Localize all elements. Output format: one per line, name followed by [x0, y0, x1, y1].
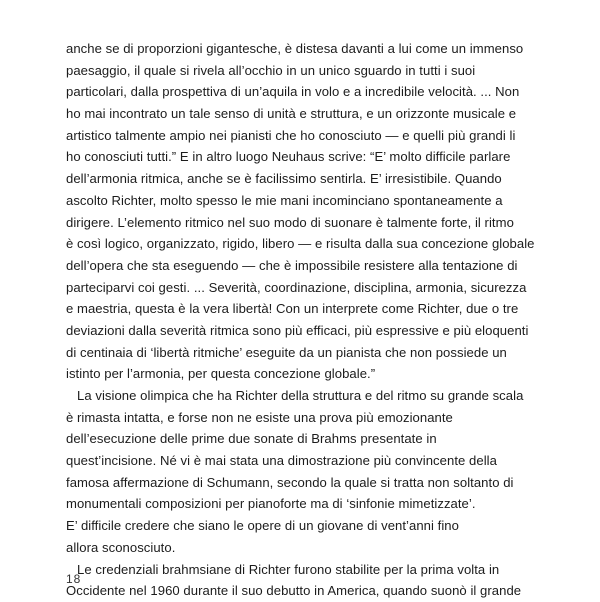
text-line: dell’armonia ritmica, anche se è facilissimo sentirla. E’ irresistibile. Quando — [66, 171, 502, 187]
text-line: e maestria, questa è la vera libertà! Con un interprete come Richter, due o tre — [66, 301, 519, 317]
text-line: monumentali composizioni per pianoforte ma di ‘sinfonie mimetizzate’. — [66, 496, 476, 512]
text-line: istinto per l’armonia, per questa concezione globale.” — [66, 366, 376, 382]
text-line: famosa affermazione di Schumann, secondo la quale si tratta non soltanto di — [66, 474, 514, 490]
text-line: artistico talmente ampio nei pianisti che ho conosciuto — e quelli più grandi li — [66, 127, 516, 143]
text-line: Occidente nel 1960 durante il suo debutto in America, quando suonò il grande — [66, 583, 522, 599]
text-line: di centinaia di ‘libertà ritmiche’ eseguite da un pianista che non possiede un — [66, 344, 507, 360]
text-line: ascolto Richter, molto spesso le mie mani incominciano spontaneamente a — [66, 192, 503, 208]
text-line: Le credenziali brahmsiane di Richter furono stabilite per la prima volta in — [77, 561, 500, 577]
text-line: ho conosciuti tutti.” E in altro luogo Neuhaus scrive: “E’ molto difficile parlare — [66, 149, 511, 165]
page-number: 18 — [66, 572, 82, 586]
text-line: anche se di proporzioni gigantesche, è distesa davanti a lui come un immenso — [66, 41, 524, 56]
text-line: è così logico, organizzato, rigido, libero — e risulta dalla sua concezione globale — [66, 236, 535, 252]
text-line: dirigere. L’elemento ritmico nel suo modo di suonare è talmente forte, il ritmo — [66, 214, 514, 230]
text-line: è rimasta intatta, e forse non ne esiste una prova più emozionante — [66, 409, 453, 425]
text-line: particolari, dalla prospettiva di un’aquila in volo e a incredibile velocità. ... Non — [66, 84, 520, 100]
body-text — [66, 38, 566, 602]
text-line: deviazioni dalla severità ritmica sono più efficaci, più espressive e più eloquenti — [66, 322, 529, 338]
text-line: E’ difficile credere che siano le opere di un giovane di vent’anni fino — [66, 518, 459, 534]
text-line: dell’esecuzione delle prime due sonate di Brahms presentate in — [66, 431, 437, 447]
text-line: ho mai incontrato un tale senso di unità e struttura, e un orizzonte musicale e — [66, 106, 517, 122]
text-line: paesaggio, il quale si rivela all’occhio in un unico sguardo in tutti i suoi — [66, 62, 476, 78]
text-line: allora sconosciuto. — [66, 539, 176, 555]
text-line: quest’incisione. Né vi è mai stata una dimostrazione più convincente della — [66, 453, 497, 469]
text-line: dell’opera che sta eseguendo — che è impossibile resistere alla tentazione di — [66, 257, 518, 273]
text-line: parteciparvi coi gesti. ... Severità, coordinazione, disciplina, armonia, sicurezza — [66, 279, 527, 295]
text-line: La visione olimpica che ha Richter della struttura e del ritmo su grande scala — [77, 388, 524, 403]
